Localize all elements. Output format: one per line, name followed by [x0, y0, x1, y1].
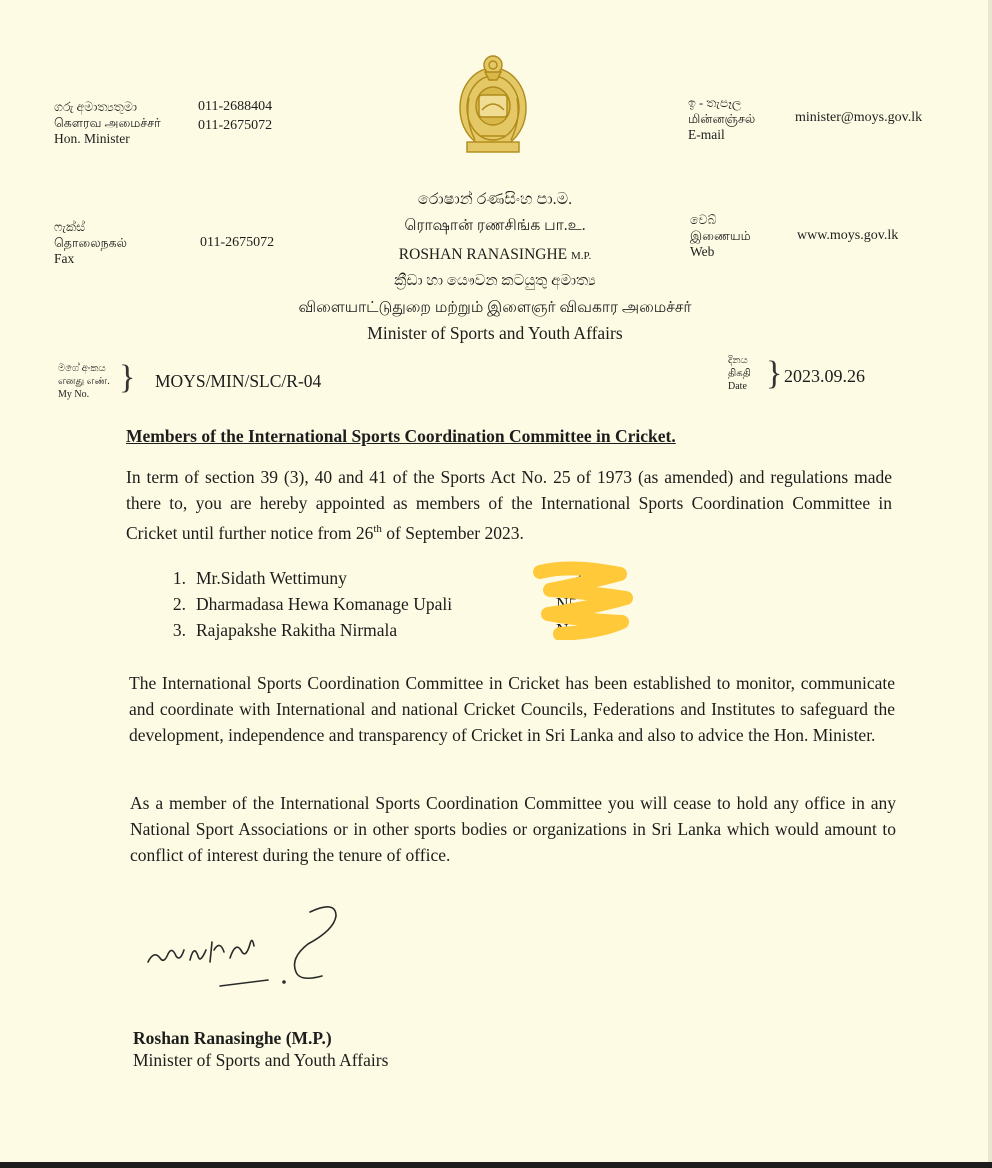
signature-icon [140, 900, 360, 1000]
fax-number: 011-2675072 [200, 235, 275, 250]
label-ta: இணையம் [690, 229, 751, 243]
label-ta: மின்னஞ்சல் [688, 112, 756, 126]
label-ta: தொலைநகல் [54, 236, 127, 250]
web-label [690, 212, 751, 260]
label-si: ගරු අමාත්‍යතුමා [54, 100, 137, 114]
email-label [688, 95, 755, 143]
committee-purpose-paragraph: The International Sports Coordination Committee in Cricket has been established to monitor, communicate and coordinate with International and national Cricket Councils, Federations and Institutes to safeguard the development, independence and transparency of Cricket in Sri Lanka and also to advice the Hon. Minister. [129, 673, 895, 745]
signatory-title: Minister of Sports and Youth Affairs [133, 1050, 389, 1070]
label-en: My No. [58, 389, 90, 400]
label-ta: திகதி [728, 368, 751, 379]
member-name: Mr.Sidath Wettimuny [196, 568, 347, 588]
hon-minister-label [54, 99, 161, 147]
minister-phones [198, 97, 272, 135]
my-no-label [58, 362, 110, 401]
member-id: …36 [556, 568, 591, 588]
label-en: Web [690, 244, 715, 259]
label-si: දිනය [728, 355, 748, 366]
letter-date: 2023.09.26 [784, 366, 865, 386]
label-si: මගේ අංකය [58, 363, 106, 374]
label-si: ඉ - තැපෑල [688, 96, 742, 110]
brace: } [119, 359, 136, 396]
minister-title-si: ක්‍රීඩා හා යෞවන කටයුතු අමාත්‍ය [394, 273, 596, 289]
phone-1: 011-2688404 [198, 99, 273, 114]
para1-text-end: of September 2023. [381, 522, 524, 543]
reference-number: MOYS/MIN/SLC/R-04 [155, 371, 322, 391]
sri-lanka-emblem-icon [455, 50, 531, 156]
label-en: Date [728, 381, 747, 392]
web-address: www.moys.gov.lk [797, 228, 899, 243]
label-si: ෆැක්ස් [54, 220, 86, 234]
minister-name-ta: ரொஷான் ரணசிங்க பா.உ. [404, 217, 586, 234]
name-en: ROSHAN RANASINGHE [398, 246, 568, 263]
minister-title-en: Minister of Sports and Youth Affairs [367, 323, 623, 343]
appointment-paragraph [126, 464, 892, 546]
scan-bottom-border [0, 1162, 992, 1168]
brace: } [766, 355, 783, 392]
minister-name-si: රොෂාන් රණසිංහ පා.ම. [417, 191, 573, 208]
label-en: Fax [54, 251, 75, 266]
label-en: Hon. Minister [54, 131, 130, 146]
member-number: 2. [172, 594, 186, 614]
member-name: Dharmadasa Hewa Komanage Upali [196, 594, 453, 614]
minister-title-ta: விளையாட்டுதுறை மற்றும் இளைஞர் விவகார அமைச்சர் [298, 299, 692, 316]
signatory-name: Roshan Ranasinghe (M.P.) [133, 1028, 332, 1048]
member-name: Rajapakshe Rakitha Nirmala [196, 620, 398, 640]
label-en: E-mail [688, 127, 725, 142]
subject-heading: Members of the International Sports Coordination Committee in Cricket. [126, 426, 676, 446]
member-id: N5… [556, 594, 595, 614]
label-ta: கௌரவ அமைச்சர் [54, 116, 161, 130]
ordinal-suffix: th [373, 523, 382, 535]
member-id: N…5 [556, 620, 595, 640]
minister-name-en [300, 246, 690, 264]
scan-edge [988, 0, 992, 1168]
mp-suffix: M.P. [571, 250, 592, 262]
email-address: minister@moys.gov.lk [795, 110, 923, 125]
fax-label [54, 219, 127, 267]
conflict-of-interest-paragraph: As a member of the International Sports Coordination Committee you will cease to hold any office in any National Sport Associations or in other sports bodies or organizations in Sri Lanka which would amount to conflict of interest during the tenure of office. [130, 793, 896, 865]
date-label [728, 354, 751, 393]
label-si: වෙබ් [690, 213, 717, 227]
para1-text: In term of section 39 (3), 40 and 41 of the Sports Act No. 25 of 1973 (as amended) and regulations made there to, you are hereby appointed as members of the International Sports Coordination Committee in Cricket until further notice from 26 [126, 467, 892, 543]
member-number: 3. [172, 620, 186, 640]
member-number: 1. [172, 568, 186, 588]
label-ta: எனது எண். [58, 376, 110, 387]
phone-2: 011-2675072 [198, 118, 273, 133]
redaction-mark [530, 560, 640, 640]
